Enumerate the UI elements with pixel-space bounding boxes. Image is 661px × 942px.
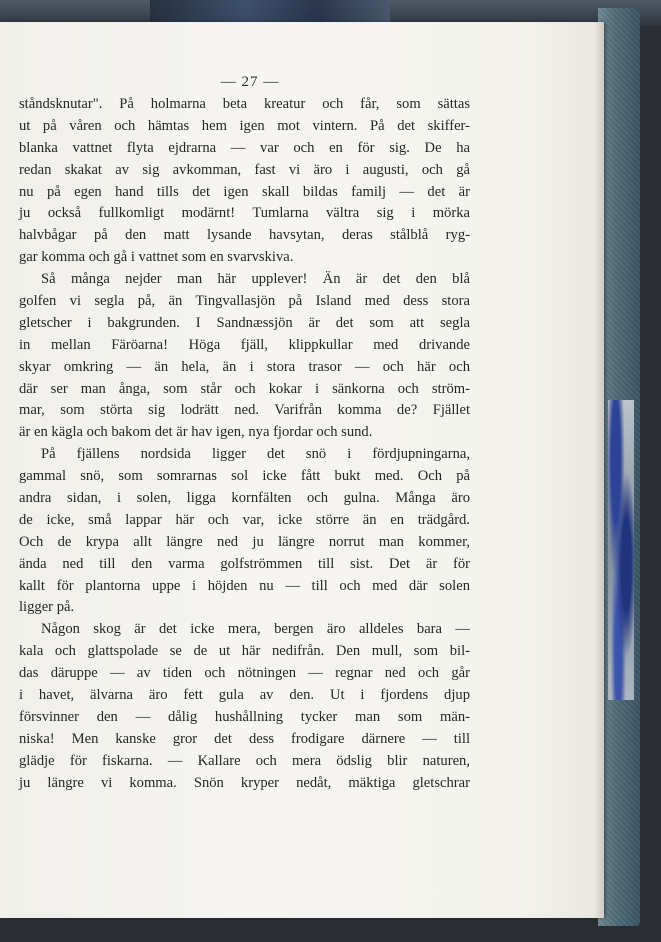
text-line: blanka vattnet flyta ejdrarna — var och en för sig. De ha	[19, 139, 470, 156]
text-line: Så många nejder man här upplever! Än är det den blå	[41, 271, 470, 288]
text-line: in mellan Färöarna! Höga fjäll, klippkullar med drivande	[19, 336, 470, 353]
text-line: halvbågar på den matt lysande havsytan, deras stålblå ryg-	[19, 227, 470, 244]
text-line: redan skakat av sig avkomman, fast vi äro i augusti, och gå	[19, 161, 470, 178]
text-line: glädje för fiskarna. — Kallare och mera ödslig blir naturen,	[19, 752, 470, 769]
text-line: Någon skog är det icke mera, bergen äro alldeles bara —	[41, 621, 470, 638]
text-line: försvinner den — dålig hushållning tycker man som män-	[19, 708, 470, 725]
text-line: skyar omkring — än hela, än i stora trasor — och här och	[19, 358, 470, 375]
body-text	[19, 94, 470, 795]
text-line: gar komma och gå i vattnet som en svarvskiva.	[19, 249, 294, 266]
text-line: ut på våren och hämtas hem igen mot vintern. På det skiffer-	[19, 117, 470, 134]
text-line: På fjällens nordsida ligger det snö i fördjupningarna,	[41, 446, 470, 463]
text-line: gletscher i bakgrunden. I Sandnæssjön är det som att segla	[19, 314, 470, 331]
text-line: är en kägla och bakom det är hav igen, nya fjordar och sund.	[19, 424, 373, 441]
text-line: niska! Men kanske gror det dess frodigare därnere — till	[19, 730, 470, 747]
text-line: mar, som störta sig lodrätt ned. Varifrån komma de? Fjället	[19, 402, 470, 419]
text-line: das däruppe — av tiden och nötningen — regnar ned och går	[19, 665, 470, 682]
text-line: kala och glattspolade se de ut här nedifrån. Den mull, som bil-	[19, 643, 470, 660]
marbled-endpaper	[608, 400, 634, 700]
text-line: gammal snö, som somrarnas sol icke fått bukt med. Och på	[19, 468, 470, 485]
text-line: Och de krypa allt längre ned ju längre norrut man kommer,	[19, 533, 470, 550]
text-line: ligger på.	[19, 599, 75, 616]
text-line: ståndsknutar". På holmarna beta kreatur och får, som sättas	[19, 96, 470, 112]
text-line: de icke, små lappar här och var, icke större än en trädgård.	[19, 511, 470, 528]
page-number: — 27 —	[220, 74, 280, 90]
page-gutter-shadow	[594, 22, 604, 918]
text-line: där ser man ånga, som står och kokar i sänkorna och ström-	[19, 380, 470, 397]
text-line: kallt för plantorna uppe i höjden nu — till och med där solen	[19, 577, 470, 594]
text-line: andra sidan, i solen, ligga kornfälten och gulna. Många äro	[19, 490, 470, 507]
text-line: nu på egen hand tills det igen skall bildas familj — det är	[19, 183, 470, 200]
text-line: golfen vi segla på, än Tingvallasjön på Island med dess stora	[19, 293, 470, 310]
text-line: ända ned till den varma golfströmmen till sist. Det är för	[19, 555, 470, 572]
text-line: ju längre vi komma. Snön kryper nedåt, mäktiga gletschrar	[19, 774, 470, 791]
text-line: i havet, älvarna äro fett gula av den. Ut i fjordens djup	[19, 687, 470, 704]
text-line: ju också fullkomligt modärnt! Tumlarna vältra sig i mörka	[19, 205, 470, 222]
